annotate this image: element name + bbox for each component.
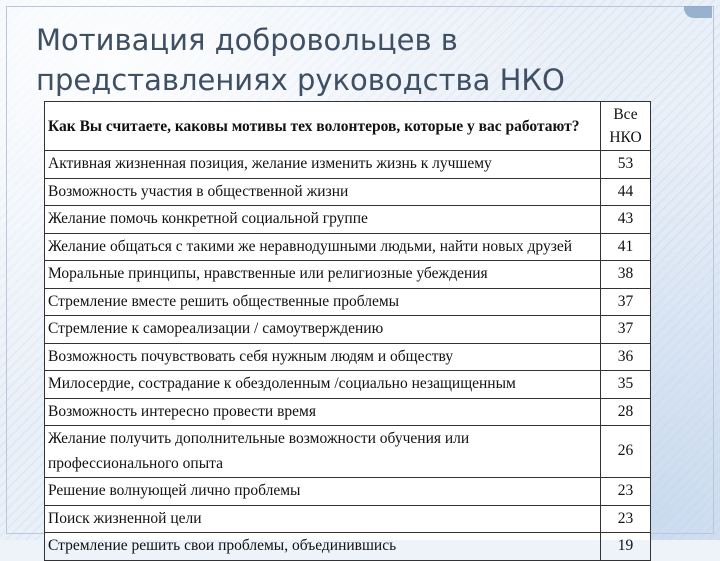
motive-value: 38 xyxy=(601,261,651,289)
table-row xyxy=(45,151,651,179)
corner-decoration xyxy=(684,6,712,18)
table-row xyxy=(45,316,651,344)
motives-table xyxy=(44,101,651,561)
table-row xyxy=(45,343,651,371)
motive-label: Желание помочь конкретной социальной группе xyxy=(45,206,601,234)
table-row xyxy=(45,533,651,561)
motive-value: 37 xyxy=(601,288,651,316)
motive-label: Решение волнующей лично проблемы xyxy=(45,478,601,506)
motive-label: Поиск жизненной цели xyxy=(45,505,601,533)
motive-value: 28 xyxy=(601,398,651,426)
table-row xyxy=(45,233,651,261)
motive-label: Желание получить дополнительные возможности обучения или профессионального опыта xyxy=(45,426,601,478)
motive-label: Милосердие, сострадание к обездоленным /социально незащищенным xyxy=(45,371,601,399)
table-row xyxy=(45,261,651,289)
motive-label: Стремление вместе решить общественные проблемы xyxy=(45,288,601,316)
motive-label: Моральные принципы, нравственные или религиозные убеждения xyxy=(45,261,601,289)
motive-label: Возможность участия в общественной жизни xyxy=(45,178,601,206)
motives-table-container xyxy=(44,101,650,554)
motive-value: 44 xyxy=(601,178,651,206)
motive-value: 36 xyxy=(601,343,651,371)
motive-label: Стремление к самореализации / самоутверждению xyxy=(45,316,601,344)
motive-label: Желание общаться с такими же неравнодушными людьми, найти новых друзей xyxy=(45,233,601,261)
table-row xyxy=(45,371,651,399)
motive-value: 35 xyxy=(601,371,651,399)
motive-value: 26 xyxy=(601,426,651,478)
motive-value: 37 xyxy=(601,316,651,344)
header-column-all-nko: Все НКО xyxy=(601,102,651,151)
table-row xyxy=(45,426,651,478)
table-header-row xyxy=(45,102,651,151)
header-question: Как Вы считаете, каковы мотивы тех волонтеров, которые у вас работают? xyxy=(45,102,601,151)
motive-value: 43 xyxy=(601,206,651,234)
table-row xyxy=(45,398,651,426)
table-row xyxy=(45,478,651,506)
motive-value: 53 xyxy=(601,151,651,179)
motive-label: Стремление решить свои проблемы, объединившись xyxy=(45,533,601,561)
motive-value: 23 xyxy=(601,478,651,506)
table-row xyxy=(45,288,651,316)
motive-label: Возможность интересно провести время xyxy=(45,398,601,426)
slide-title: Мотивация добровольцев в представлениях руководства НКО xyxy=(36,23,565,97)
motive-value: 41 xyxy=(601,233,651,261)
table-row xyxy=(45,206,651,234)
motive-value: 19 xyxy=(601,533,651,561)
motive-value: 23 xyxy=(601,505,651,533)
motive-label: Активная жизненная позиция, желание изменить жизнь к лучшему xyxy=(45,151,601,179)
table-row xyxy=(45,178,651,206)
table-row xyxy=(45,505,651,533)
motive-label: Возможность почувствовать себя нужным людям и обществу xyxy=(45,343,601,371)
